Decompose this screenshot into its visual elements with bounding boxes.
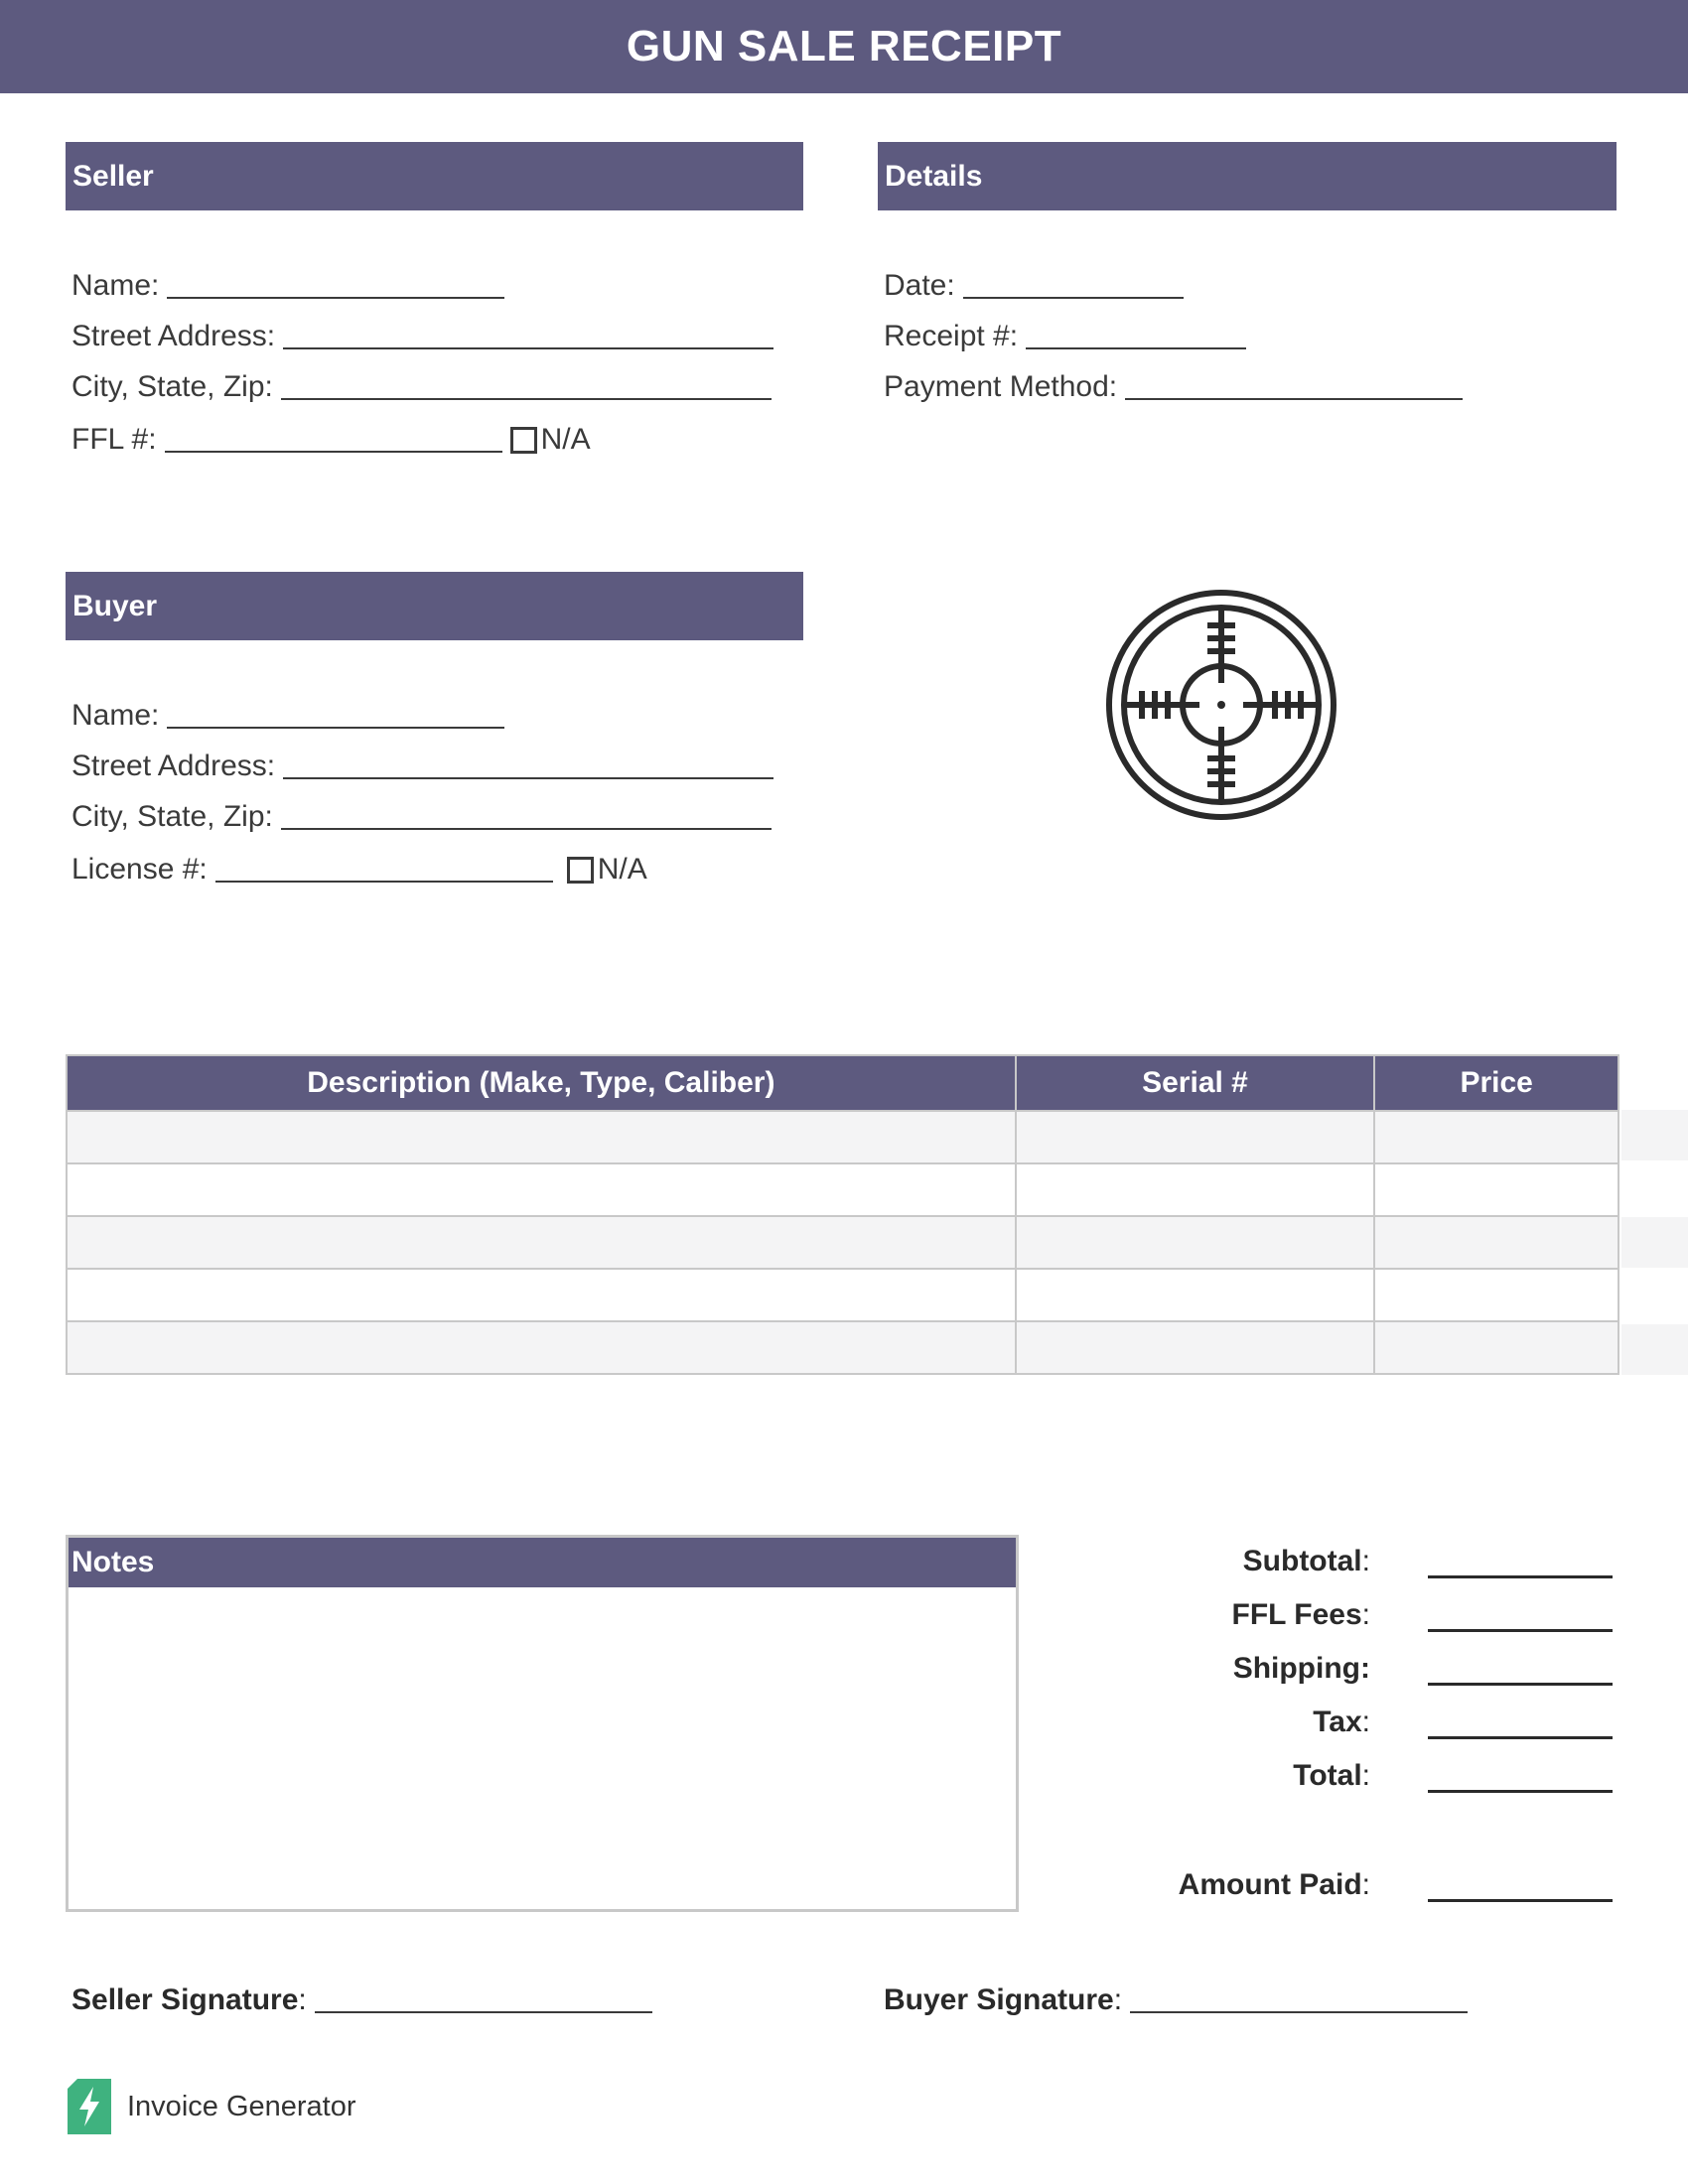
seller-city-field bbox=[71, 367, 772, 407]
buyer-street-label: Street Address: bbox=[71, 750, 276, 782]
price-cell[interactable] bbox=[1374, 1321, 1618, 1374]
date-field bbox=[884, 266, 1184, 306]
seller-header bbox=[66, 142, 803, 210]
seller-na-checkbox[interactable] bbox=[510, 427, 537, 454]
buyer-signature-input[interactable] bbox=[1130, 1987, 1468, 2013]
buyer-license-field bbox=[71, 850, 647, 889]
items-table bbox=[66, 1054, 1619, 1375]
total-label: Total: bbox=[1293, 1759, 1370, 1792]
lightning-bolt-icon bbox=[68, 2079, 111, 2134]
buyer-street-field bbox=[71, 747, 774, 786]
table-header-row bbox=[67, 1055, 1618, 1111]
seller-street-field bbox=[71, 317, 774, 356]
seller-signature-label: Seller Signature bbox=[71, 1983, 299, 2016]
shipping-label: Shipping: bbox=[1232, 1652, 1370, 1685]
buyer-name-label: Name: bbox=[71, 699, 160, 732]
receipt-field bbox=[884, 317, 1246, 356]
description-cell[interactable] bbox=[67, 1111, 1016, 1163]
seller-ffl-field bbox=[71, 420, 591, 460]
description-cell[interactable] bbox=[67, 1216, 1016, 1269]
table-row bbox=[67, 1216, 1618, 1269]
buyer-license-label: License #: bbox=[71, 853, 208, 886]
description-cell[interactable] bbox=[67, 1269, 1016, 1321]
buyer-license-input[interactable] bbox=[215, 857, 553, 883]
receipt-label: Receipt #: bbox=[884, 320, 1019, 352]
seller-city-label: City, State, Zip: bbox=[71, 370, 273, 403]
tax-input[interactable] bbox=[1428, 1736, 1613, 1739]
table-row bbox=[67, 1321, 1618, 1374]
row-stripe-extension bbox=[1621, 1324, 1688, 1375]
column-price: Price bbox=[1374, 1055, 1618, 1111]
serial-cell[interactable] bbox=[1016, 1321, 1375, 1374]
row-stripe-extension bbox=[1621, 1217, 1688, 1268]
serial-cell[interactable] bbox=[1016, 1216, 1375, 1269]
seller-name-label: Name: bbox=[71, 269, 160, 302]
buyer-na-checkbox[interactable] bbox=[567, 857, 594, 884]
date-label: Date: bbox=[884, 269, 955, 302]
price-cell[interactable] bbox=[1374, 1163, 1618, 1216]
column-description: Description (Make, Type, Caliber) bbox=[67, 1055, 1016, 1111]
payment-field bbox=[884, 367, 1463, 407]
seller-ffl-label: FFL #: bbox=[71, 423, 157, 456]
details-heading: Details bbox=[885, 159, 983, 193]
seller-na-label: N/A bbox=[540, 423, 591, 456]
seller-city-input[interactable] bbox=[281, 374, 772, 400]
date-input[interactable] bbox=[963, 273, 1184, 299]
table-row bbox=[67, 1163, 1618, 1216]
subtotal-input[interactable] bbox=[1428, 1575, 1613, 1578]
table-row bbox=[67, 1111, 1618, 1163]
total-input[interactable] bbox=[1428, 1790, 1613, 1793]
buyer-name-field bbox=[71, 696, 504, 736]
buyer-signature-field: Buyer Signature : bbox=[884, 1980, 1468, 2020]
title-bar bbox=[0, 0, 1688, 93]
crosshair-icon bbox=[1102, 586, 1340, 824]
amount-paid-label: Amount Paid: bbox=[1178, 1868, 1370, 1901]
seller-ffl-input[interactable] bbox=[165, 427, 502, 453]
buyer-header bbox=[66, 572, 803, 640]
price-cell[interactable] bbox=[1374, 1111, 1618, 1163]
payment-label: Payment Method: bbox=[884, 370, 1118, 403]
seller-street-label: Street Address: bbox=[71, 320, 276, 352]
notes-heading: Notes bbox=[71, 1546, 155, 1578]
price-cell[interactable] bbox=[1374, 1216, 1618, 1269]
receipt-input[interactable] bbox=[1026, 324, 1246, 349]
seller-heading: Seller bbox=[72, 159, 154, 193]
seller-name-field bbox=[71, 266, 504, 306]
seller-signature-input[interactable] bbox=[315, 1987, 652, 2013]
buyer-street-input[interactable] bbox=[283, 753, 774, 779]
serial-cell[interactable] bbox=[1016, 1163, 1375, 1216]
buyer-signature-label: Buyer Signature bbox=[884, 1983, 1114, 2016]
column-serial: Serial # bbox=[1016, 1055, 1375, 1111]
buyer-city-input[interactable] bbox=[281, 804, 772, 830]
price-cell[interactable] bbox=[1374, 1269, 1618, 1321]
amount-paid-input[interactable] bbox=[1428, 1899, 1613, 1902]
seller-street-input[interactable] bbox=[283, 324, 774, 349]
description-cell[interactable] bbox=[67, 1163, 1016, 1216]
buyer-city-field bbox=[71, 797, 772, 837]
seller-signature-field: Seller Signature : bbox=[71, 1980, 652, 2020]
ffl-fees-label: FFL Fees: bbox=[1231, 1598, 1370, 1631]
buyer-city-label: City, State, Zip: bbox=[71, 800, 273, 833]
details-header bbox=[878, 142, 1617, 210]
ffl-fees-input[interactable] bbox=[1428, 1629, 1613, 1632]
buyer-na-label: N/A bbox=[597, 853, 647, 886]
serial-cell[interactable] bbox=[1016, 1269, 1375, 1321]
brand-logo bbox=[68, 2079, 356, 2134]
description-cell[interactable] bbox=[67, 1321, 1016, 1374]
buyer-name-input[interactable] bbox=[167, 703, 504, 729]
buyer-heading: Buyer bbox=[72, 589, 158, 622]
tax-label: Tax: bbox=[1313, 1706, 1370, 1738]
row-stripe-extension bbox=[1621, 1110, 1688, 1160]
page-title: GUN SALE RECEIPT bbox=[626, 22, 1062, 70]
brand-name: Invoice Generator bbox=[127, 2090, 356, 2122]
seller-name-input[interactable] bbox=[167, 273, 504, 299]
subtotal-label: Subtotal: bbox=[1242, 1545, 1370, 1577]
table-row bbox=[67, 1269, 1618, 1321]
payment-input[interactable] bbox=[1125, 374, 1463, 400]
shipping-input[interactable] bbox=[1428, 1683, 1613, 1686]
serial-cell[interactable] bbox=[1016, 1111, 1375, 1163]
